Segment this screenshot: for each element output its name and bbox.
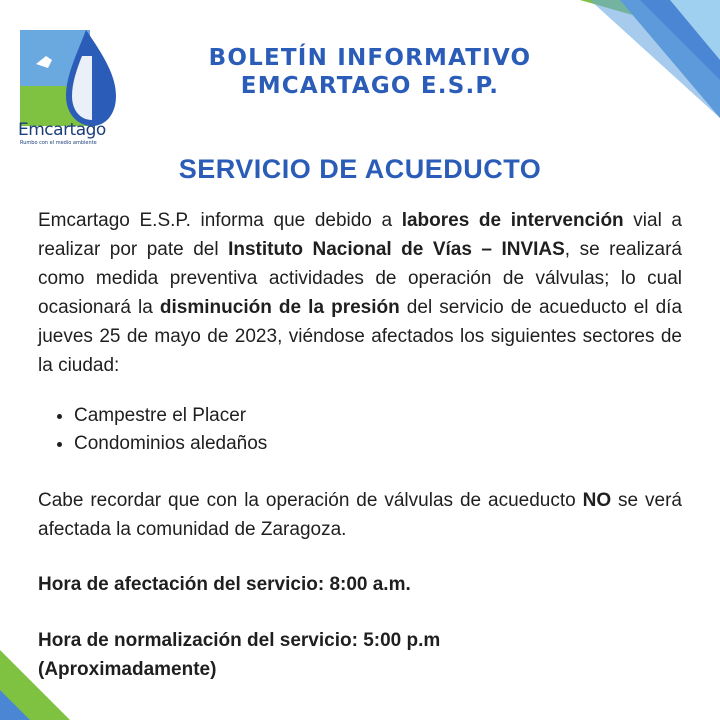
zaragoza-note: Cabe recordar que con la operación de válvulas de acueducto NO se verá afectada la comunidad de Zaragoza. (38, 490, 682, 540)
bulletin-header (150, 44, 590, 100)
header-line-1: BOLETÍN INFORMATIVO (208, 45, 532, 71)
bold-no: NO (582, 490, 612, 511)
announcement-paragraph: Emcartago E.S.P. informa que debido a labores de intervención vial a realizar por pate del Instituto Nacional de Vías – INVIAS, se realizará como medida preventiva actividades de operación de válvulas; lo cual ocasionará la disminución de la presión del servicio de acueducto el día jueves 25 de mayo de 2023, viéndose afectados los siguientes sectores de la ciudad: (38, 210, 683, 376)
normalization-hour: Hora de normalización del servicio: 5:00 p.m (Aproximadamente) (38, 630, 441, 680)
bold-phrase: labores de intervención (401, 210, 624, 231)
logo-tagline: Rumbo con el medio ambiente (20, 140, 97, 146)
header-line-2: EMCARTAGO E.S.P. (240, 73, 500, 99)
service-title: SERVICIO DE ACUEDUCTO (178, 154, 542, 184)
list-item: • Campestre el Placer (74, 402, 267, 430)
logo-wordmark: Emcartago (18, 120, 106, 140)
affected-sectors-list (52, 402, 267, 458)
list-item: • Condominios aledaños (74, 430, 267, 458)
bold-phrase: Instituto Nacional de Vías – INVIAS (228, 239, 565, 260)
affectation-hour: Hora de afectación del servicio: 8:00 a.m. (38, 574, 411, 595)
bold-phrase: disminución de la presión (159, 297, 400, 318)
